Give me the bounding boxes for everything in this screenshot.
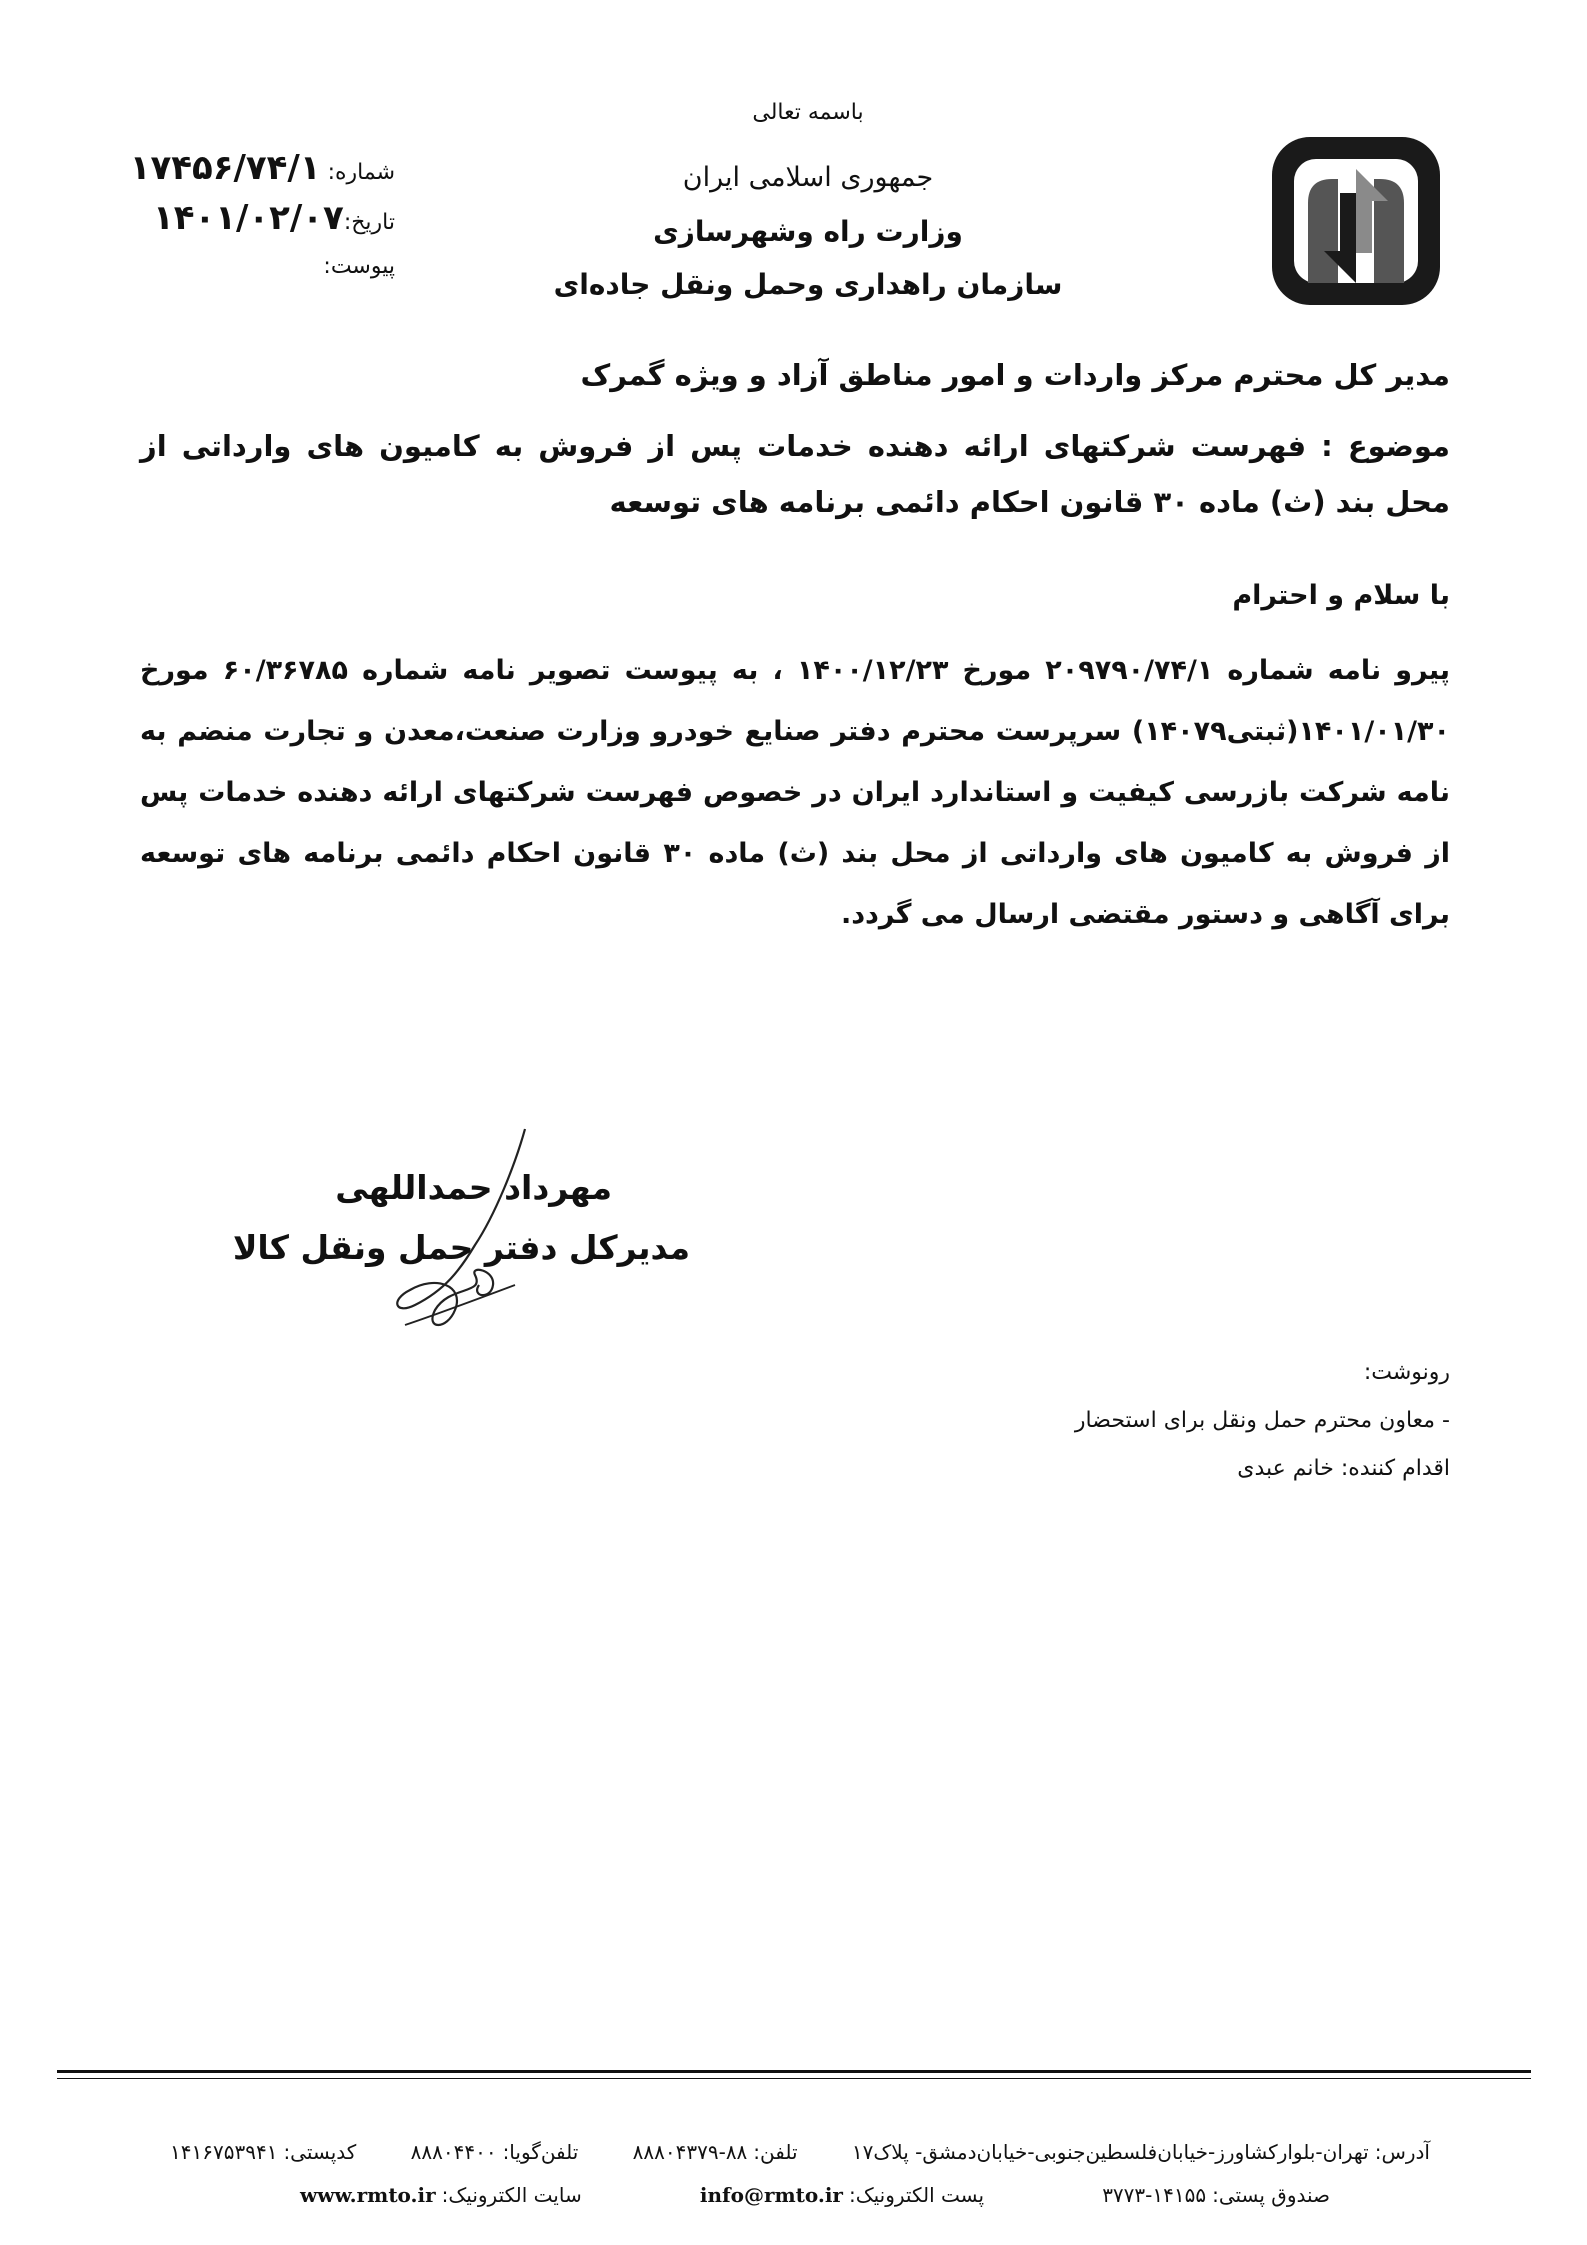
- footer-address: [852, 2140, 1430, 2164]
- action-by: اقدام کننده: خانم عبدی: [1237, 1456, 1450, 1481]
- footer-website-link[interactable]: www.rmto.ir: [300, 2183, 436, 2207]
- footer-email-label: پست الکترونیک:: [848, 2183, 985, 2207]
- footer-email-link[interactable]: info@rmto.ir: [699, 2183, 843, 2207]
- signatory-title: مدیرکل دفتر حمل ونقل کالا: [232, 1228, 690, 1267]
- letter-date-row: [95, 198, 395, 238]
- footer-email: [700, 2183, 984, 2207]
- footer-phone-label: تلفن:: [753, 2140, 798, 2164]
- cc-recipient: - معاون محترم حمل ونقل برای استحضار: [1074, 1408, 1450, 1433]
- footer-row-contact: [170, 2140, 1430, 2164]
- letter-body: پیرو نامه شماره ۲۰۹۷۹۰/۷۴/۱ مورخ ۱۴۰۰/۱۲/۲۳ ، به پیوست تصویر نامه شماره ۶۰/۳۶۷۸۵ مورخ ۱۴۰۱/۰۱/۳۰(ثبتی۱۴۰۷۹) سرپرست محترم دفتر صنایع خودرو وزارت صنعت،معدن و تجارت منضم به نامه شرکت بازرسی کیفیت و استاندارد ایران در خصوص فهرست شرکتهای ارائه دهنده خدمات پس از فروش به کامیون های وارداتی از محل بند (ث) ماده ۳۰ قانون احکام دائمی برنامه های توسعه برای آگاهی و دستور مقتضی ارسال می گردد.: [140, 655, 1450, 930]
- footer-rule-thin: [57, 2078, 1531, 2079]
- letter-date-value: ۱۴۰۱/۰۲/۰۷: [152, 198, 344, 238]
- cc-label: رونوشت:: [1363, 1360, 1450, 1385]
- footer-address-value: تهران-بلوارکشاورز-خیابان‌فلسطین‌جنوبی-خیابان‌دمشق- پلاک۱۷: [851, 2140, 1369, 2164]
- header-bismillah: باسمه تعالی: [752, 100, 864, 125]
- greeting: با سلام و احترام: [1232, 580, 1450, 611]
- subject: موضوع : فهرست شرکتهای ارائه دهنده خدمات پس از فروش به کامیون های وارداتی از محل بند (ث) ماده ۳۰ قانون احکام دائمی برنامه های توسعه: [140, 429, 1450, 519]
- footer-voice-label: تلفن‌گویا:: [502, 2140, 579, 2164]
- footer-postal-code-label: کدپستی:: [283, 2140, 357, 2164]
- handwritten-signature: [375, 1125, 555, 1335]
- footer-website-label: سایت الکترونیک:: [441, 2183, 582, 2207]
- header-ministry: وزارت راه وشهرسازی: [653, 215, 963, 248]
- footer-pobox-label: صندوق پستی:: [1212, 2183, 1330, 2207]
- letter-number-row: [95, 148, 395, 188]
- letter-attachment-row: [95, 254, 395, 279]
- footer-postal-code: [170, 2140, 356, 2164]
- header-country: جمهوری اسلامی ایران: [682, 162, 934, 193]
- footer-rule-thick: [57, 2070, 1531, 2073]
- footer-address-label: آدرس:: [1374, 2140, 1430, 2164]
- letter-date-label: تاریخ:: [343, 210, 395, 235]
- footer-voice: [411, 2140, 579, 2164]
- footer-website: [300, 2183, 582, 2207]
- footer-voice-value: ۸۸۸۰۴۴۰۰: [410, 2140, 497, 2164]
- footer-row-online: [300, 2183, 1330, 2207]
- footer-pobox: [1102, 2183, 1330, 2207]
- addressee: مدیر کل محترم مرکز واردات و امور مناطق آزاد و ویژه گمرک: [580, 358, 1450, 392]
- letter-attachment-label: پیوست:: [323, 254, 395, 279]
- footer-pobox-value: ۱۴۱۵۵-۳۷۷۳: [1102, 2183, 1207, 2207]
- letter-number-label: شماره:: [327, 160, 395, 185]
- footer-postal-code-value: ۱۴۱۶۷۵۳۹۴۱: [170, 2140, 278, 2164]
- letter-number-value: ۱۷۴۵۶/۷۴/۱: [129, 148, 321, 188]
- header-organization: سازمان راهداری وحمل ونقل جاده‌ای: [553, 268, 1063, 301]
- footer-phone: [633, 2140, 798, 2164]
- organization-logo: [1268, 133, 1444, 309]
- footer-phone-value: ۸۸-۸۸۸۰۴۳۷۹: [632, 2140, 748, 2164]
- signatory-name: مهرداد حمداللهی: [335, 1168, 612, 1207]
